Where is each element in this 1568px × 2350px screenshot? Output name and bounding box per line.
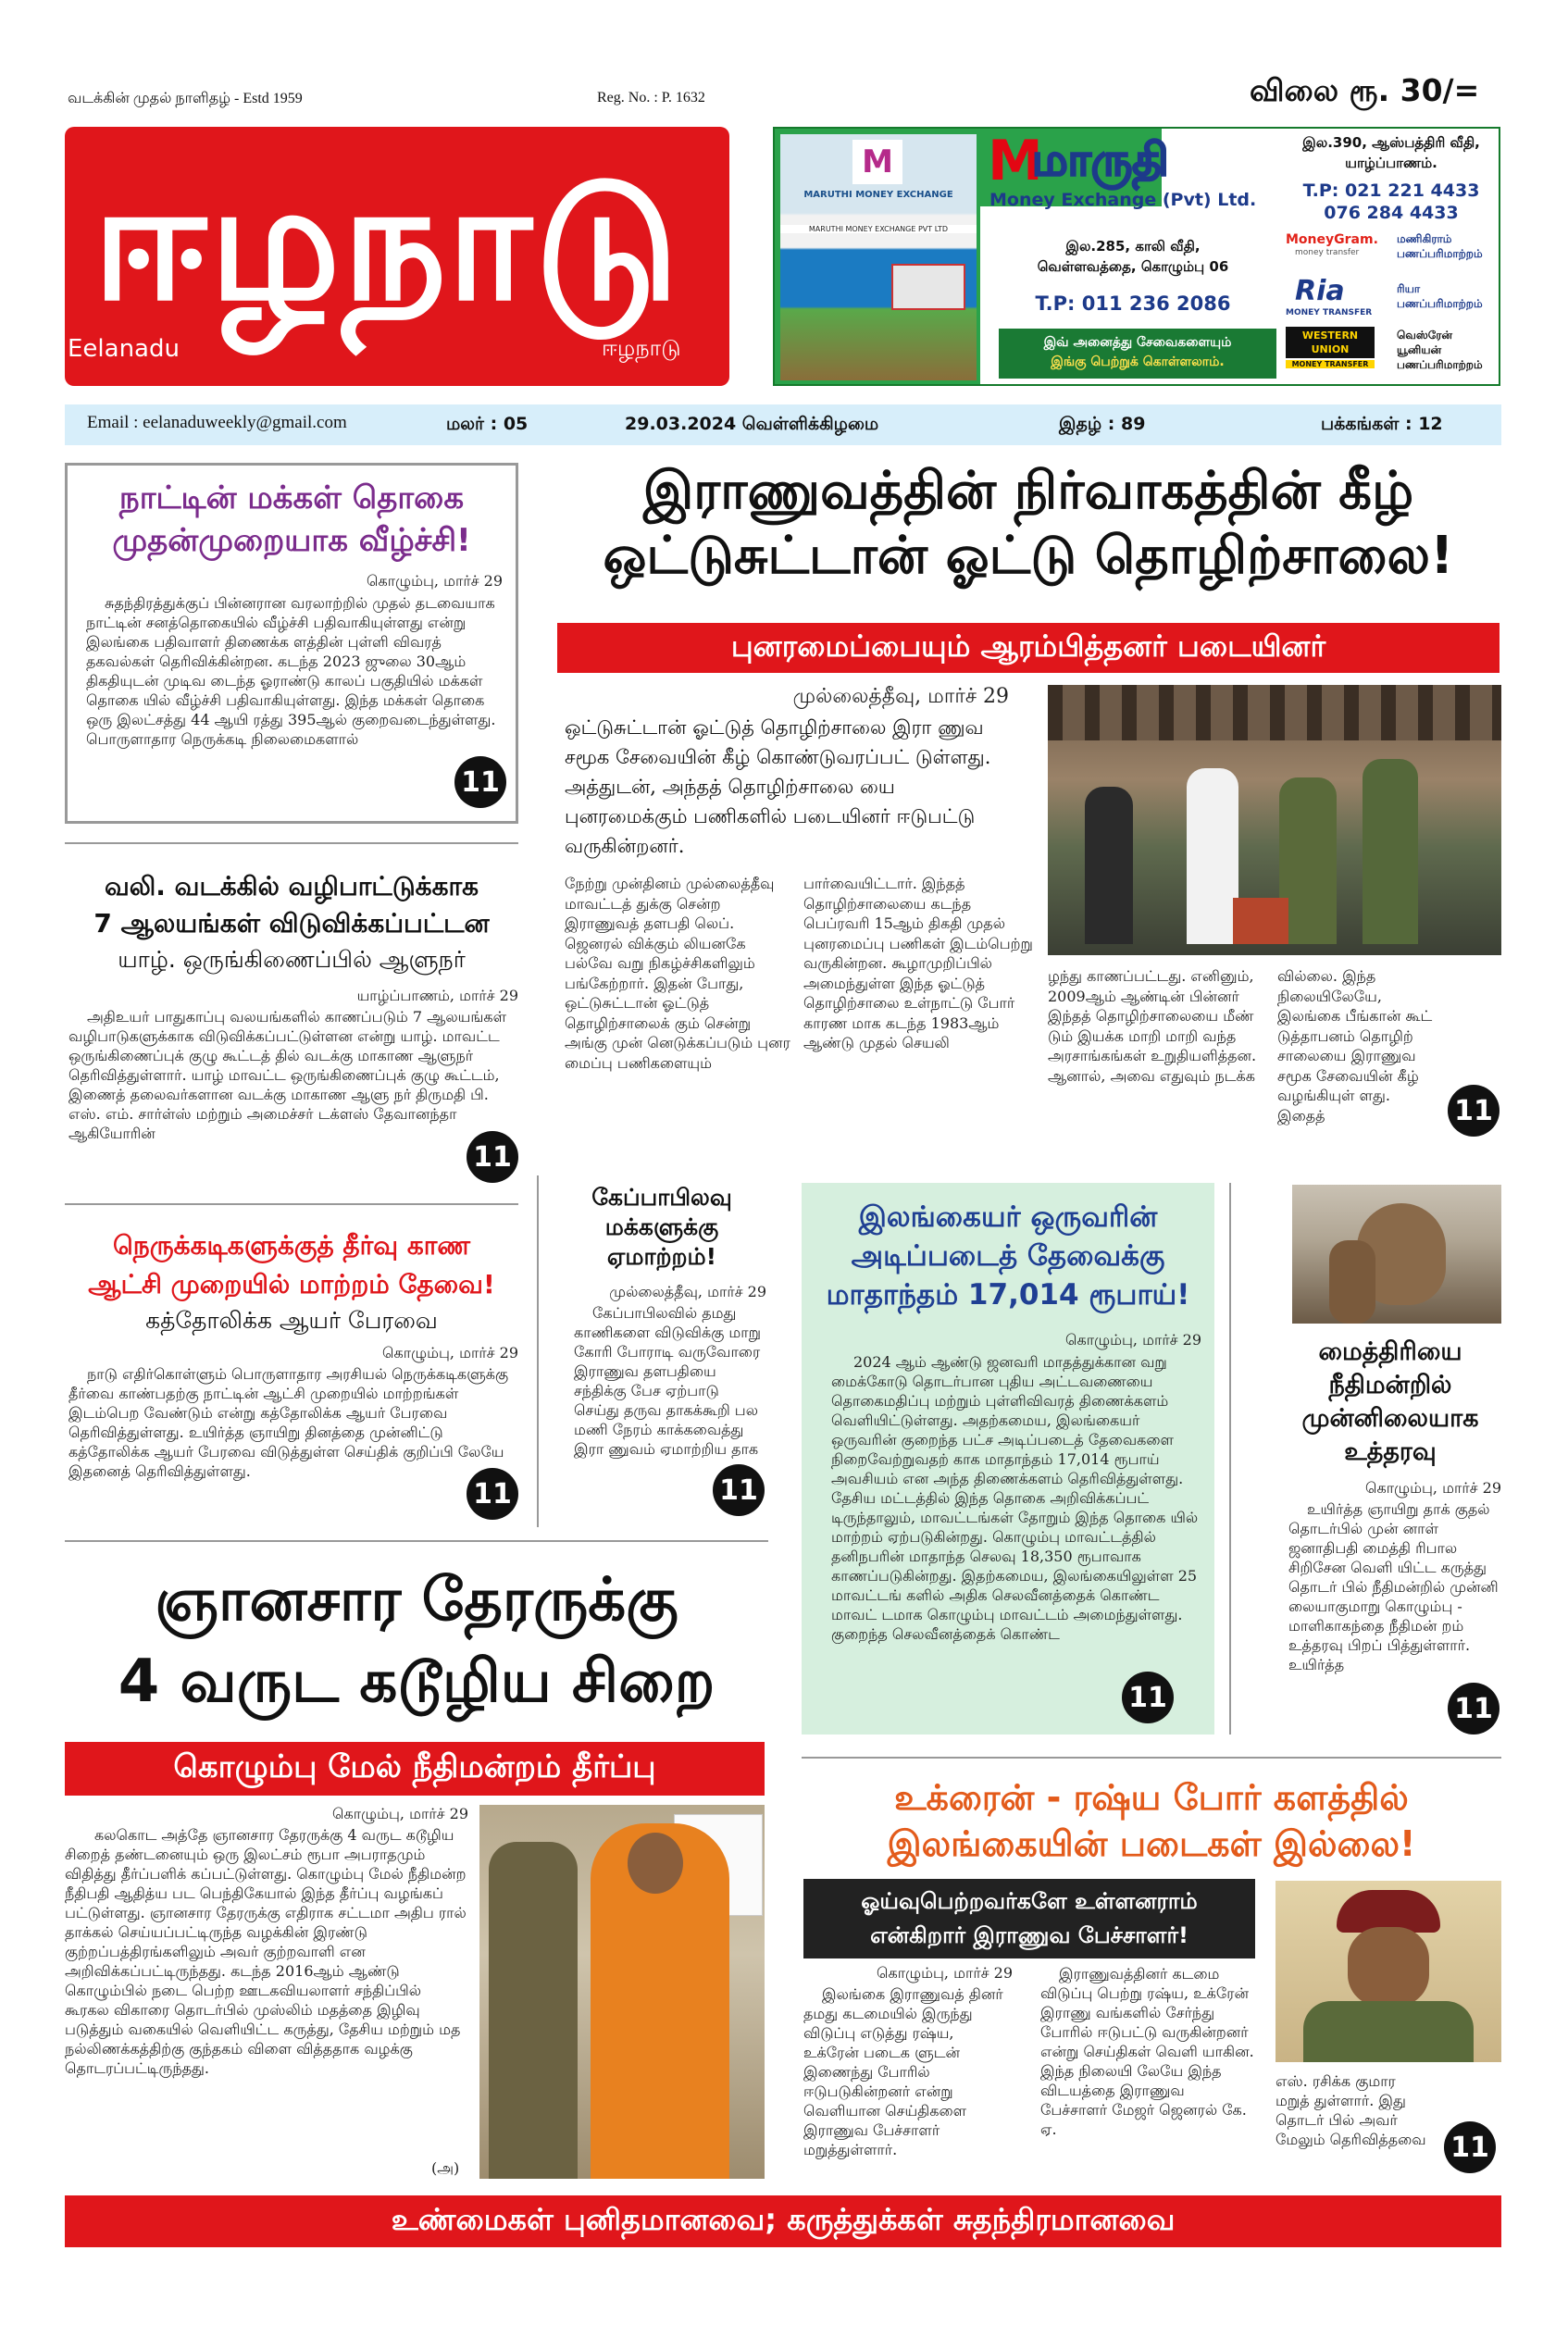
needs-body: 2024 ஆம் ஆண்டு ஜனவரி மாதத்துக்கான வறு மைக்கோடு தொடர்பான புதிய அட்டவணையை தொகைமதிப்பு மற்றும் புள்ளிவிவரத் திணைக்களம் வெளியிட்டுள்ளது. அதற்கமைய, இலங்கையர் ஒருவரின் குறைந்த பட்ச அடிப்படைத் தேவைகளை நிறைவேற்றுவதற் காக மாதாந்தம் 17,014 ரூபாய் அவசியம் என அந்த திணைக்களம் தெரிவித்துள்ளது. தேசிய மட்டத்தில் இந்த தொகை அறிவிக்கப்பட் டிருந்தாலும், மாவட்டங்கள் தோறும் இந்த தொகை யில் மாற்றம் ஏற்படுகின்றது. கொழும்பு மாவட்டத்தில் தனிநபரின் மாதாந்த செலவு 18,350 ரூபாவாக காணப்படுகின்றது. இதற்கமைய, இலங்கையிலுள்ள 25 மாவட்டங் களில் அதிக செலவீனத்தைக் கொண்ட மாவட் டமாக கொழும்பு மாவட்டம் அமைந்துள்ளது. குறைந்த செலவீனத்தைக் கொண்ட [831, 1353, 1199, 1643]
shop-window [891, 264, 965, 310]
maithri-headline-1: மைத்திரியை [1318, 1337, 1462, 1366]
maithri-headline-2: நீதிமன்றில் [1328, 1371, 1452, 1399]
gnanasara-photo [479, 1805, 765, 2179]
hand-figure [1329, 1240, 1375, 1324]
army-column-2: பார்வையிட்டார். இந்தத் தொழிற்சாலையை கடந்த பெப்ரவரி 15ஆம் திகதி முதல் புனரமைப்பு பணிகள் இடம்பெற்று வருகின்றன. கூழாமுறிப்பில் அமைந்துள்ள இந்த ஓட்டுத் தொழிற்சாலை உள்நாட்டு போர் காரண மாக கடந்த 1983ஆம் ஆண்டு முதல் செயலி [803, 875, 1033, 1051]
keppapilavu-headline-1: கேப்பாபிலவு [591, 1184, 732, 1211]
masthead-logo [65, 127, 729, 386]
ad-address-1: இல.390, ஆஸ்பத்திரி வீதி, [1302, 134, 1480, 151]
population-headline-1: நாட்டின் மக்கள் தொகை [118, 479, 465, 516]
ukraine-subhead-2: என்கிறார் இராணுவ பேச்சாளர்! [870, 1922, 1188, 1948]
logo-text: ஈழநாடு [93, 147, 681, 337]
ukraine-subhead-1: ஓய்வுபெற்றவர்களே உள்ளனராம் [861, 1888, 1198, 1914]
masthead-tagline: வடக்கின் முதல் நாளிதழ் - Estd 1959 [68, 91, 303, 106]
ad-address-1b: யாழ்ப்பாணம். [1345, 155, 1437, 171]
story-needs [802, 1183, 1214, 1735]
divider [65, 842, 518, 844]
army-dateline: முல்லைத்தீவு, மார்ச் 29 [792, 685, 1009, 708]
temples-headline-1: வலி. வடக்கில் வழிபாட்டுக்காக [104, 871, 479, 901]
info-bar [65, 404, 1501, 445]
temples-headline-2: 7 ஆலயங்கள் விடுவிக்கப்பட்டன [93, 908, 490, 939]
email[interactable]: Email : eelanaduweekly@gmail.com [87, 413, 347, 432]
factory-roof [1048, 685, 1501, 740]
page-ref-badge[interactable]: 11 [1444, 2121, 1496, 2173]
divider [65, 1203, 518, 1205]
ukraine-headline-1: உக்ரைன் - ரஷ்ய போர் களத்தில் [894, 1777, 1409, 1818]
monk-face [628, 1833, 683, 1894]
ad-phone-1b: 076 284 4433 [1324, 203, 1459, 223]
page-ref-badge[interactable]: 11 [467, 1131, 518, 1183]
ad-brand-sub: Money Exchange (Pvt) Ltd. [989, 190, 1257, 210]
ad-address-2: இல.285, காலி வீதி, [1065, 238, 1201, 255]
maithri-dateline: கொழும்பு, மார்ச் 29 [1365, 1479, 1501, 1497]
crisis-body: நாடு எதிர்கொள்ளும் பொருளாதார அரசியல் நெருக்கடிகளுக்கு தீர்வை காண்பதற்கு நாட்டின் ஆட்சி முறையில் மாற்றங்கள் இடம்பெற வேண்டும் என்று கத்தோலிக்க ஆயர் பேரவை தெரிவித்துள்ளது. உயிர்த்த ஞாயிறு தினத்தை முன்னிட்டு கத்தோலிக்க ஆயர் பேரவை விடுத்துள்ள செய்திக் குறிப்பி லேயே இதனைத் தெரிவித்துள்ளது. [68, 1365, 509, 1480]
page-ref-badge[interactable]: 11 [1448, 1085, 1500, 1137]
temples-subhead: யாழ். ஒருங்கிணைப்பில் ஆளுநர் [118, 946, 466, 973]
maruthi-advertisement[interactable] [773, 127, 1500, 386]
army-lead: ஒட்டுசுட்டான் ஓட்டுத் தொழிற்சாலை இரா ணுவ சமூக சேவையின் கீழ் கொண்டுவரப்பட் டுள்ளது. அத்துடன், அந்தத் தொழிற்சாலை யை புனரமைக்கும் பணிகளில் படையினர் ஈடுபட்டு வருகின்றனர். [565, 716, 991, 857]
needs-dateline: கொழும்பு, மார்ச் 29 [1065, 1331, 1201, 1349]
ad-content [980, 129, 1499, 384]
army-subhead: புனரமைப்பையும் ஆரம்பித்தனர் படையினர் [557, 623, 1500, 673]
army-column-4: வில்லை. இந்த நிலையிலேயே, இலங்கை பீங்கான் கூட் டுத்தாபனம் தொழிற் சாலையை இராணுவ சமூக சேவையின் கீழ் வழங்கியுள் ளது. இதைத் [1277, 967, 1433, 1125]
divider [537, 1175, 539, 1527]
keppapilavu-dateline: முல்லைத்தீவு, மார்ச் 29 [609, 1283, 766, 1300]
ria-logo: Ria [1295, 275, 1345, 307]
issue-number: இதழ் : 89 [1059, 414, 1146, 434]
ad-service-list [1286, 232, 1497, 380]
ad-address-2b: வெள்ளவத்தை, கொழும்பு 06 [1037, 258, 1229, 275]
price: விலை ரூ. 30/= [1250, 72, 1480, 108]
crisis-headline-2: ஆட்சி முறையில் மாற்றம் தேவை! [88, 1269, 495, 1299]
ad-services-note [999, 329, 1276, 379]
svc-2a: ரியா [1397, 282, 1421, 295]
ukraine-dateline: கொழும்பு, மார்ச் 29 [877, 1964, 1013, 1982]
gnanasara-subhead: கொழும்பு மேல் நீதிமன்றம் தீர்ப்பு [65, 1742, 765, 1796]
page-ref-badge[interactable]: 11 [1448, 1683, 1500, 1735]
ukraine-photo [1276, 1881, 1501, 2062]
crisis-subhead: கத்தோலிக்க ஆயர் பேரவை [145, 1307, 438, 1334]
army-headline-1: இராணுவத்தின் நிர்வாகத்தின் கீழ் [642, 461, 1414, 521]
ad-phone-1: T.P: 021 221 4433 [1302, 180, 1480, 201]
divider [802, 1757, 1501, 1759]
needs-headline-3: மாதாந்தம் 17,014 ரூபாய்! [826, 1278, 1190, 1312]
divider [65, 1540, 768, 1542]
gnanasara-dateline: கொழும்பு, மார்ச் 29 [332, 1805, 468, 1822]
population-headline-2: முதன்முறையாக வீழ்ச்சி! [112, 522, 471, 559]
army-column-3: ழந்து காணப்பட்டது. எனினும், 2009ஆம் ஆண்டின் பின்னர் இந்தத் தொழிற்சாலையை மீண் டும் இயக்க மாறி மாறி வந்த அரசாங்கங்கள் உறுதியளித்தன. ஆனால், அவை எதுவும் நடக்க [1048, 967, 1257, 1085]
gnanasara-credit: (அ) [431, 2159, 460, 2177]
officer-figure [489, 1842, 578, 2179]
keppapilavu-body: கேப்பாபிலவில் தமது காணிகளை விடுவிக்கு மாறு கோரி போராடி வருவோரை இராணுவ தளபதியை சந்திக்கு பேச ஏற்பாடு செய்து தருவ தாகக்கூறி பல மணி நேரம் காக்கவைத்து இரா ணுவம் ஏமாற்றிய தாக [574, 1304, 762, 1458]
svc-2b: பணப்பரிமாற்றம் [1397, 297, 1483, 310]
gnanasara-headline-1: ஞானசார தேரருக்கு [155, 1566, 678, 1635]
shop-photo [780, 134, 977, 380]
ad-services-note-2: இங்கு பெற்றுக் கொள்ளலாம். [1051, 354, 1225, 369]
western-union-sub: MONEY TRANSFER [1286, 360, 1375, 368]
population-body: சுதந்திரத்துக்குப் பின்னரான வரலாற்றில் முதல் தடவையாக நாட்டின் சனத்தொகையில் வீழ்ச்சி பதிவாகியுள்ளது என்று இலங்கை பதிவாளர் திணைக்க ளத்தின் புள்ளி விவரத் தகவல்கள் தெரிவிக்கின்றன. கடந்த 2023 ஜுலை 30ஆம் திகதியுடன் முடிவ டைந்த ஓராண்டு காலப் பகுதியில் மக்கள் தொகை யில் வீழ்ச்சி பதிவாகியுள்ளது. இந்த மக்கள் தொகை ஒரு இலட்சத்து 44 ஆயி ரத்து 395ஆல் குறைவடைந்துள்ளது. பொருளாதார நெருக்கடி நிலைமைகளால் [86, 594, 496, 748]
crisis-headline-1: நெருக்கடிகளுக்குத் தீர்வு காண [112, 1230, 471, 1261]
maithri-body: உயிர்த்த ஞாயிறு தாக் குதல் தொடர்பில் முன் னாள் ஜனாதிபதி மைத்தி ரிபால சிறிசேன வெளி யிட்ட கருத்து தொடர் பில் நீதிமன்றில் முன்னி லையாகுமாறு கொழும்பு - மாளிகாகந்தை நீதிமன் றம் உத்தரவு பிறப் பித்துள்ளார். உயிர்த்த [1288, 1500, 1499, 1673]
page-ref-badge[interactable]: 11 [454, 756, 506, 808]
page-count: பக்கங்கள் : 12 [1321, 414, 1443, 434]
crisis-dateline: கொழும்பு, மார்ச் 29 [382, 1344, 518, 1362]
maithri-headline-4: உத்தரவு [1344, 1437, 1437, 1466]
maithri-headline-3: முன்னிலையாக [1301, 1404, 1479, 1433]
gnanasara-headline-2: 4 வருட கடூழிய சிறை [118, 1647, 716, 1716]
roof-tile-stack [1233, 898, 1288, 944]
ukraine-column-3: எஸ். ரசிக்க குமார மறுத் துள்ளார். இது தொடர் பில் அவர் மேலும் தெரிவித்தவை [1276, 2072, 1426, 2148]
shop-sign: MARUTHI MONEY EXCHANGE [803, 190, 953, 200]
logo-english: Eelanadu [68, 335, 180, 363]
ad-brand-m-icon: M [988, 129, 1043, 193]
volume: மலர் : 05 [446, 414, 529, 434]
ad-brand: மாருதி [1032, 134, 1169, 186]
issue-date: 29.03.2024 வெள்ளிக்கிழமை [625, 414, 879, 434]
divider [1229, 1183, 1231, 1735]
temples-body: அதிஉயர் பாதுகாப்பு வலயங்களில் காணப்படும் 7 ஆலயங்கள் வழிபாடுகளுக்காக விடுவிக்கப்பட்டுள்ளன என்று யாழ். மாவட்ட ஒருங்கிணைப்புக் குழு கூட்டத் தில் வடக்கு மாகாண ஆளுநர் தெரிவித்துள்ளார். யாழ் மாவட்ட ஒருங்கிணைப்புக் குழு கூட்டம், இணைத் தலைவர்களான வடக்கு மாகாண ஆளு நர் திருமதி பி. எஸ். எம். சார்ள்ஸ் மற்றும் அமைச்சர் டக்ளஸ் தேவானந்தா ஆகியோரின் [68, 1008, 507, 1142]
svc-3c: பணப்பரிமாற்றம் [1397, 358, 1483, 371]
gnanasara-body: கலகொட அத்தே ஞானசார தேரருக்கு 4 வருட கடூழிய சிறைத் தண்டனையும் ஒரு இலட்சம் ரூபா அபராதமும் விதித்து தீர்ப்பளிக் கப்பட்டுள்ளது. கொழும்பு மேல் நீதிமன்ற நீதிபதி ஆதித்ய பட பெந்திகேயால் இந்த தீர்ப்பு வழங்கப் பட்டுள்ளது. ஞானசார தேரருக்கு எதிராக சட்டமா அதிப ரால் தாக்கல் செய்யப்பட்டிருந்த வழக்கின் இரண்டு குற்றப்பத்திரங்களிலும் அவர் குற்றவாளி என அறிவிக்கப்பட்டிருந்தது. கடந்த 2016ஆம் ஆண்டு கொழும்பில் நடை பெற்ற ஊடகவியலாளர் சந்திப்பில் கூரகல விகாரை தொடர்பில் முஸ்லிம் மதத்தை இழிவு படுத்தும் வகையில் வெளியிட்ட கருத்து, தேசிய மற்றும் மத நல்லிணக்கத்திற்கு குந்தகம் விளை வித்ததாக வழக்கு தொடரப்பட்டிருந்தது. [65, 1826, 467, 2077]
svc-1a: மணிகிராம் [1397, 232, 1452, 245]
army-headline-2: ஒட்டுசுட்டான் ஓட்டு தொழிற்சாலை! [603, 526, 1454, 586]
ukraine-subhead-box [803, 1879, 1255, 1958]
ukraine-column-2: இராணுவத்தினர் கடமை விடுப்பு பெற்று ரஷ்ய, உக்ரேன் இராணு வங்களில் சேர்ந்து போரில் ஈடுபட்டு வருகின்றனர் என்று செய்திகள் வெளி யாகின. இந்த நிலையி லேயே இந்த விடயத்தை இராணுவ பேச்சாளர் மேஜர் ஜெனரல் கே. ஏ. [1040, 1965, 1254, 2138]
page-ref-badge[interactable]: 11 [1122, 1672, 1174, 1723]
moneygram-logo: MoneyGram. [1286, 232, 1378, 247]
keppapilavu-headline-3: ஏமாற்றம்! [606, 1243, 717, 1270]
page-ref-badge[interactable]: 11 [713, 1464, 765, 1516]
army-column-1: நேற்று முன்தினம் முல்லைத்தீவு மாவட்டத் துக்கு சென்ற இராணுவத் தளபதி லெப். ஜெனரல் விக்கும் லியனகே பல்வே வறு நிகழ்ச்சிகளிலும் பங்கேற்றார். இதன் போது, ஒட்டுசுட்டான் ஓட்டுத் தொழிற்சாலைக் கும் சென்று அங்கு முன் னெடுக்கப்படும் புனர மைப்பு பணிகளையும் [565, 875, 790, 1072]
moneygram-sub: money transfer [1295, 248, 1360, 257]
maruthi-logo-icon: M [852, 140, 902, 184]
population-dateline: கொழும்பு, மார்ச் 29 [367, 572, 503, 590]
footer-slogan: உண்மைகள் புனிதமானவை; கருத்துக்கள் சுதந்திரமானவை [65, 2195, 1501, 2247]
western-union-logo: WESTERN UNION [1286, 327, 1375, 358]
story-population [65, 463, 518, 824]
ukraine-column-1: இலங்கை இராணுவத் தினர் தமது கடமையில் இருந்து விடுப்பு எடுத்து ரஷ்ய, உக்ரேன் படைக ளுடன் இணைந்து போரில் ஈடுபடுகின்றனர் என்று வெளியான செய்திகளை இராணுவ பேச்சாளர் மறுத்துள்ளார். [803, 1985, 1003, 2158]
keppapilavu-headline-2: மக்களுக்கு [604, 1213, 719, 1240]
person-figure [1363, 759, 1418, 944]
page-ref-badge[interactable]: 11 [467, 1468, 518, 1520]
army-photo [1048, 685, 1501, 955]
ria-sub: MONEY TRANSFER [1286, 308, 1373, 317]
svc-1b: பணப்பரிமாற்றம் [1397, 247, 1483, 260]
maithri-photo [1292, 1185, 1501, 1324]
logo-small: ஈழநாடு [602, 335, 681, 361]
person-figure [1187, 768, 1238, 944]
needs-headline-1: இலங்கையர் ஒருவரின் [858, 1200, 1158, 1234]
ukraine-headline-2: இலங்கையின் படைகள் இல்லை! [887, 1823, 1416, 1864]
registration-number: Reg. No. : P. 1632 [597, 90, 705, 106]
officer-uniform [1303, 2001, 1474, 2062]
ad-phone-2: T.P: 011 236 2086 [1035, 292, 1231, 315]
ad-services-note-1: இவ் அனைத்து சேவைகளையும் [1043, 335, 1232, 350]
needs-headline-2: அடிப்படைத் தேவைக்கு [851, 1239, 1165, 1273]
temples-dateline: யாழ்ப்பாணம், மார்ச் 29 [356, 987, 518, 1004]
svc-3b: யூனியன் [1397, 343, 1442, 356]
shop-sign-2: MARUTHI MONEY EXCHANGE PVT LTD [780, 225, 977, 233]
officer-face [1348, 1927, 1429, 2007]
person-figure [1085, 787, 1133, 944]
svc-3a: வெஸ்ரேன் [1397, 329, 1453, 342]
